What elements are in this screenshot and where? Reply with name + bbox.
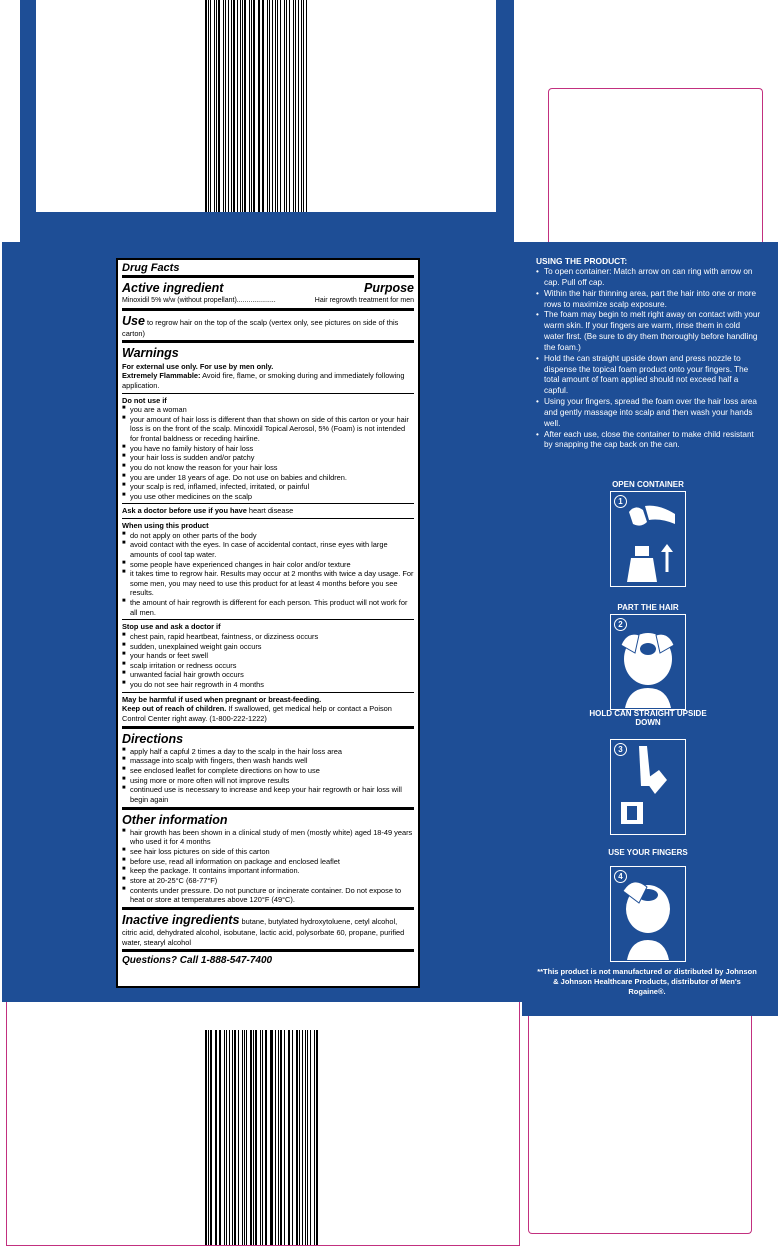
do-not-use-item: ■ you are under 18 years of age. Do not use on babies and children. xyxy=(122,473,414,483)
barcode-bar xyxy=(275,0,276,212)
barcode-bar xyxy=(244,1030,245,1245)
use-fingers-icon xyxy=(611,867,684,960)
directions-heading: Directions xyxy=(122,731,184,746)
barcode-bar xyxy=(293,0,295,212)
do-not-use-item: ■ your hair loss is sudden and/or patchy xyxy=(122,453,414,463)
use-heading: Use xyxy=(122,313,145,328)
do-not-use-item: ■ you do not know the reason for your hair loss xyxy=(122,463,414,473)
ask-doctor-label: Ask a doctor before use if you have xyxy=(122,506,247,516)
barcode-bar xyxy=(284,1030,285,1245)
active-ingredient-dots: .................... xyxy=(236,297,276,305)
when-using-item: ■ some people have experienced changes in hair color and/or texture xyxy=(122,560,414,570)
barcode-bar xyxy=(219,1030,221,1245)
barcode-bar xyxy=(229,1030,230,1245)
stop-use-list xyxy=(122,632,414,690)
may-be-harmful-text: May be harmful if used when pregnant or breast-feeding. xyxy=(122,694,322,704)
barcode-bar xyxy=(253,1030,254,1245)
step-4-label: USE YOUR FINGERS xyxy=(608,848,688,857)
step-3-box xyxy=(610,739,686,835)
keep-out-label: Keep out of reach of children. xyxy=(122,704,227,714)
barcode-bottom xyxy=(205,1030,320,1245)
stop-use-item: ■ unwanted facial hair growth occurs xyxy=(122,670,414,680)
warnings-heading: Warnings xyxy=(122,346,179,361)
barcode-bar xyxy=(284,0,285,212)
barcode-bar xyxy=(270,1030,271,1245)
barcode-bar xyxy=(242,1030,243,1245)
barcode-bar xyxy=(306,0,307,212)
barcode-bar xyxy=(208,1030,209,1245)
barcode-bar xyxy=(251,0,252,212)
other-info-item: ■ hair growth has been shown in a clinical study of men (mostly white) aged 18-49 years who used it for 4 months xyxy=(122,828,414,847)
barcode-bar xyxy=(298,0,299,212)
barcode-bar xyxy=(237,0,238,212)
barcode-bar xyxy=(262,0,264,212)
when-using-item: ■ do not apply on other parts of the body xyxy=(122,531,414,541)
do-not-use-heading: Do not use if xyxy=(122,395,167,405)
barcode-bar xyxy=(224,1030,225,1245)
directions-list xyxy=(122,747,414,805)
barcode-bar xyxy=(231,0,232,212)
keep-out-text: If swallowed, get medical help or contact a Poison Control Center right away. (1-800-222-1222) xyxy=(122,704,392,723)
barcode-bar xyxy=(289,1030,290,1245)
step-4-number: 4 xyxy=(614,870,627,883)
open-container-icon xyxy=(611,492,684,585)
disclaimer-text: **This product is not manufactured or distributed by Johnson & Johnson Healthcare Products, distributor of Men's Rogaine®. xyxy=(537,967,757,996)
stop-use-heading: Stop use and ask a doctor if xyxy=(122,622,221,632)
warning-flammable-label: Extremely Flammable: xyxy=(122,371,201,381)
barcode-bar xyxy=(267,0,268,212)
barcode-bar xyxy=(303,0,304,212)
barcode-bar xyxy=(218,0,220,212)
questions-text: Questions? Call 1-888-547-7400 xyxy=(122,955,273,967)
barcode-bar xyxy=(240,0,241,212)
barcode-bar xyxy=(208,0,209,212)
active-purpose-text: Hair regrowth treatment for men xyxy=(314,297,414,305)
other-info-item: ■ keep the package. It contains important information. xyxy=(122,866,414,876)
directions-section xyxy=(122,726,414,807)
barcode-bar xyxy=(272,0,273,212)
barcode-bar xyxy=(259,0,260,212)
barcode-bar xyxy=(255,1030,257,1245)
barcode-bar xyxy=(275,1030,276,1245)
barcode-bar xyxy=(233,0,235,212)
purpose-heading: Purpose xyxy=(363,281,414,296)
barcode-bar xyxy=(316,1030,318,1245)
barcode-bar xyxy=(288,1030,289,1245)
barcode-bar xyxy=(242,0,243,212)
barcode-bar xyxy=(262,1030,263,1245)
hold-can-icon xyxy=(611,740,684,833)
do-not-use-item: ■ you have no family history of hair loss xyxy=(122,444,414,454)
other-info-item: ■ see hair loss pictures on side of this carton xyxy=(122,847,414,857)
using-product-item: • After each use, close the container to make child resistant by snapping the cap back on the can. xyxy=(536,430,762,452)
when-using-item: ■ the amount of hair regrowth is different for each person. This product will not work for all men. xyxy=(122,598,414,617)
barcode-bar xyxy=(216,0,217,212)
stop-use-item: ■ you do not see hair regrowth in 4 months xyxy=(122,680,414,690)
other-info-heading: Other information xyxy=(122,812,228,827)
barcode-bar xyxy=(286,0,287,212)
stop-use-item: ■ chest pain, rapid heartbeat, faintness, or dizziness occurs xyxy=(122,632,414,642)
barcode-bar xyxy=(265,1030,267,1245)
do-not-use-section xyxy=(122,393,414,504)
barcode-bar xyxy=(307,1030,308,1245)
using-product-panel xyxy=(536,256,762,451)
active-ingredient-text: Minoxidil 5% w/w (without propellant) xyxy=(122,297,237,305)
barcode-bar xyxy=(234,1030,236,1245)
step-2-label: PART THE HAIR xyxy=(617,603,679,612)
barcode-bar xyxy=(277,0,279,212)
other-info-item: ■ contents under pressure. Do not puncture or incinerate container. Do not expose to heat or store at temperatures above 120°F (49°C). xyxy=(122,886,414,905)
stop-use-section xyxy=(122,619,414,691)
inactive-heading: Inactive ingredients xyxy=(122,912,240,927)
barcode-bar xyxy=(210,1030,211,1245)
inactive-section xyxy=(122,907,414,950)
barcode-bar xyxy=(314,1030,315,1245)
barcode-bar xyxy=(305,1030,306,1245)
using-product-item: • Within the hair thinning area, part the hair into one or more rows to maximize scalp exposure. xyxy=(536,289,762,311)
other-info-item: ■ store at 20-25°C (68-77°F) xyxy=(122,876,414,886)
step-3-label: HOLD CAN STRAIGHT UPSIDE DOWN xyxy=(589,709,707,727)
active-ingredient-heading: Active ingredient xyxy=(122,281,224,296)
using-product-item: • Using your fingers, spread the foam over the hair loss area and gently massage into scalp and then wash your hands well. xyxy=(536,397,762,429)
barcode-bar xyxy=(214,0,215,212)
using-product-item: • The foam may begin to melt right away on contact with your warm skin. If your fingers are warm, rinse them in cold water first. (Be sure to dry them thoroughly before handling the foam.) xyxy=(536,310,762,353)
barcode-bar xyxy=(223,0,224,212)
step-1-label: OPEN CONTAINER xyxy=(612,480,684,489)
barcode-bar xyxy=(292,1030,293,1245)
barcode-bar xyxy=(205,1030,207,1245)
barcode-bar xyxy=(269,0,270,212)
barcode-bar xyxy=(216,1030,217,1245)
step-3-number: 3 xyxy=(614,743,627,756)
when-using-section xyxy=(122,518,414,619)
right-top-flap xyxy=(548,88,763,242)
drug-facts-title: Drug Facts xyxy=(122,262,180,274)
barcode-bar xyxy=(246,1030,247,1245)
step-1-number: 1 xyxy=(614,495,627,508)
do-not-use-item: ■ your scalp is red, inflamed, infected, irritated, or painful xyxy=(122,482,414,492)
other-info-item: ■ before use, read all information on package and enclosed leaflet xyxy=(122,857,414,867)
when-using-heading: When using this product xyxy=(122,521,209,531)
barcode-bar xyxy=(301,0,302,212)
step-1-box xyxy=(610,491,686,587)
barcode-bar xyxy=(289,0,290,212)
barcode-bar xyxy=(238,1030,239,1245)
barcode-bar xyxy=(302,1030,303,1245)
part-hair-icon xyxy=(611,615,684,708)
warning-external-use: For external use only. For use by men only. xyxy=(122,361,274,371)
barcode-bar xyxy=(271,1030,272,1245)
use-section xyxy=(122,308,414,341)
drug-facts-panel xyxy=(116,258,420,988)
pregnancy-section xyxy=(122,692,414,726)
stop-use-item: ■ your hands or feet swell xyxy=(122,651,414,661)
barcode-bar xyxy=(280,0,281,212)
other-info-list xyxy=(122,828,414,905)
when-using-list xyxy=(122,531,414,618)
directions-item: ■ see enclosed leaflet for complete directions on how to use xyxy=(122,766,414,776)
right-bottom-flap xyxy=(528,1016,752,1234)
barcode-top xyxy=(205,0,310,212)
barcode-bar xyxy=(226,1030,227,1245)
questions-section xyxy=(122,949,414,969)
barcode-bar xyxy=(205,0,207,212)
directions-item: ■ massage into scalp with fingers, then wash hands well xyxy=(122,756,414,766)
barcode-bar xyxy=(258,0,259,212)
barcode-bar xyxy=(232,1030,233,1245)
barcode-bar xyxy=(295,0,296,212)
ask-doctor-section xyxy=(122,503,414,518)
step-2-number: 2 xyxy=(614,618,627,631)
other-info-section xyxy=(122,807,414,907)
barcode-bar xyxy=(260,1030,261,1245)
barcode-bar xyxy=(310,1030,311,1245)
barcode-bar xyxy=(278,1030,279,1245)
step-4-box xyxy=(610,866,686,962)
barcode-bar xyxy=(280,1030,282,1245)
do-not-use-list xyxy=(122,405,414,501)
barcode-bar xyxy=(253,0,255,212)
do-not-use-item: ■ you are a woman xyxy=(122,405,414,415)
directions-item: ■ using more or more often will not improve results xyxy=(122,776,414,786)
stop-use-item: ■ scalp irritation or redness occurs xyxy=(122,661,414,671)
ask-doctor-text: heart disease xyxy=(248,506,294,516)
barcode-bar xyxy=(228,0,229,212)
barcode-bar xyxy=(225,0,226,212)
warning-flammable-text: Avoid fire, flame, or smoking during and immediately following application. xyxy=(122,371,405,390)
do-not-use-item: ■ you use other medicines on the scalp xyxy=(122,492,414,502)
when-using-item: ■ it takes time to regrow hair. Results may occur at 2 months with twice a day usage. For some men, you may need to use this product for at least 4 months before you see results. xyxy=(122,569,414,598)
do-not-use-item: ■ your amount of hair loss is different than that shown on side of this carton or your hair loss is on the front of the scalp. Minoxidil Topical Aerosol, 5% (Foam) is not intended for frontal baldness or receding hairline. xyxy=(122,415,414,444)
directions-item: ■ apply half a capful 2 times a day to the scalp in the hair loss area xyxy=(122,747,414,757)
barcode-bar xyxy=(210,0,211,212)
inactive-text: butane, butylated hydroxytoluene, cetyl alcohol, citric acid, dehydrated alcohol, isobutane, lactic acid, polysorbate 60, propane, purified water, stearyl alcohol xyxy=(122,916,405,947)
using-product-item: • To open container: Match arrow on can ring with arrow on cap. Pull off cap. xyxy=(536,267,762,289)
use-text: to regrow hair on the top of the scalp (vertex only, see pictures on side of this carton) xyxy=(122,317,399,338)
warnings-section xyxy=(122,340,414,392)
barcode-bar xyxy=(296,1030,298,1245)
step-2-box xyxy=(610,614,686,710)
using-product-title: USING THE PRODUCT: xyxy=(536,256,628,266)
barcode-bar xyxy=(244,0,245,212)
using-product-list xyxy=(536,267,762,451)
stop-use-item: ■ sudden, unexplained weight gain occurs xyxy=(122,642,414,652)
barcode-bar xyxy=(215,1030,216,1245)
using-product-item: • Hold the can straight upside down and press nozzle to dispense the topical foam product onto your fingers. The total amount of foam applied should not exceed half a capful. xyxy=(536,354,762,397)
directions-item: ■ continued use is necessary to increase and keep your hair regrowth or hair loss will begin again xyxy=(122,785,414,804)
barcode-bar xyxy=(250,1030,251,1245)
barcode-bar xyxy=(249,0,250,212)
when-using-item: ■ avoid contact with the eyes. In case of accidental contact, rinse eyes with large amounts of cool tap water. xyxy=(122,540,414,559)
barcode-bar xyxy=(299,1030,300,1245)
active-ingredient-section xyxy=(122,275,414,307)
